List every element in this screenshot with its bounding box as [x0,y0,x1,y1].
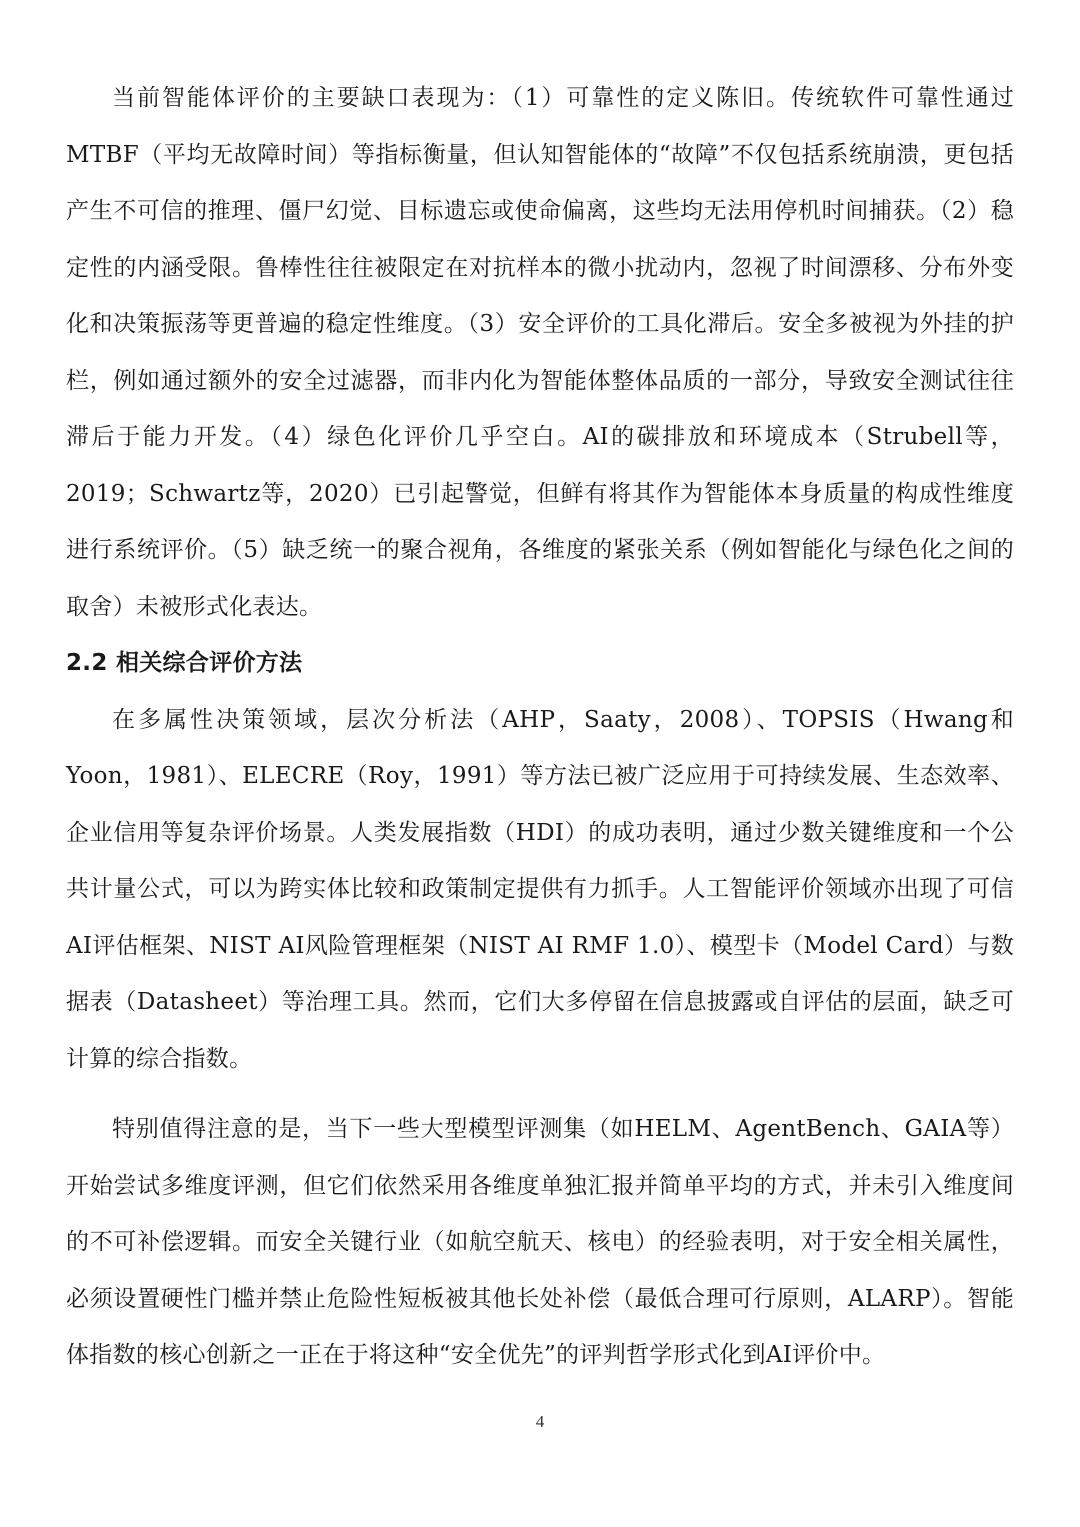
paragraph-spacer [66,1087,1014,1101]
section-heading: 2.2 相关综合评价方法 [66,650,303,676]
paragraph-safety-first: 特别值得注意的是，当下一些大型模型评测集（如HELM、AgentBench、GAIA等）开始尝试多维度评测，但它们依然采用各维度单独汇报并简单平均的方式，并未引入维度间的不可补偿逻辑。而安全关键行业（如航空航天、核电）的经验表明，对于安全相关属性，必须设置硬性门槛并禁止危险性短板被其他长处补偿（最低合理可行原则，ALARP）。智能体指数的核心创新之一正在于将这种“安全优先”的评判哲学形式化到AI评价中。 [66,1116,1014,1368]
paragraph-evaluation-gaps: 当前智能体评价的主要缺口表现为：（1）可靠性的定义陈旧。传统软件可靠性通过MTBF（平均无故障时间）等指标衡量，但认知智能体的“故障”不仅包括系统崩溃，更包括产生不可信的推理、僵尸幻觉、目标遗忘或使命偏离，这些均无法用停机时间捕获。（2）稳定性的内涵受限。鲁棒性往往被限定在对抗样本的微小扰动内，忽视了时间漂移、分布外变化和决策振荡等更普遍的稳定性维度。（3）安全评价的工具化滞后。安全多被视为外挂的护栏，例如通过额外的安全过滤器，而非内化为智能体整体品质的一部分，导致安全测试往往滞后于能力开发。（4）绿色化评价几乎空白。AI的碳排放和环境成本（Strubell等，2019；Schwartz等，2020）已引起警觉，但鲜有将其作为智能体本身质量的构成性维度进行系统评价。（5）缺乏统一的聚合视角，各维度的紧张关系（例如智能化与绿色化之间的取舍）未被形式化表达。 [66,85,1014,620]
page-content [66,70,1014,1384]
paragraph-related-methods: 在多属性决策领域，层次分析法（AHP，Saaty，2008）、TOPSIS（Hwang和Yoon，1981）、ELECRE（Roy，1991）等方法已被广泛应用于可持续发展、生态效率、企业信用等复杂评价场景。人类发展指数（HDI）的成功表明，通过少数关键维度和一个公共计量公式，可以为跨实体比较和政策制定提供有力抓手。人工智能评价领域亦出现了可信AI评估框架、NIST AI风险管理框架（NIST AI RMF 1.0）、模型卡（Model Card）与数据表（Datasheet）等治理工具。然而，它们大多停留在信息披露或自评估的层面，缺乏可计算的综合指数。 [66,706,1014,1072]
page-number: 4 [535,1412,545,1431]
